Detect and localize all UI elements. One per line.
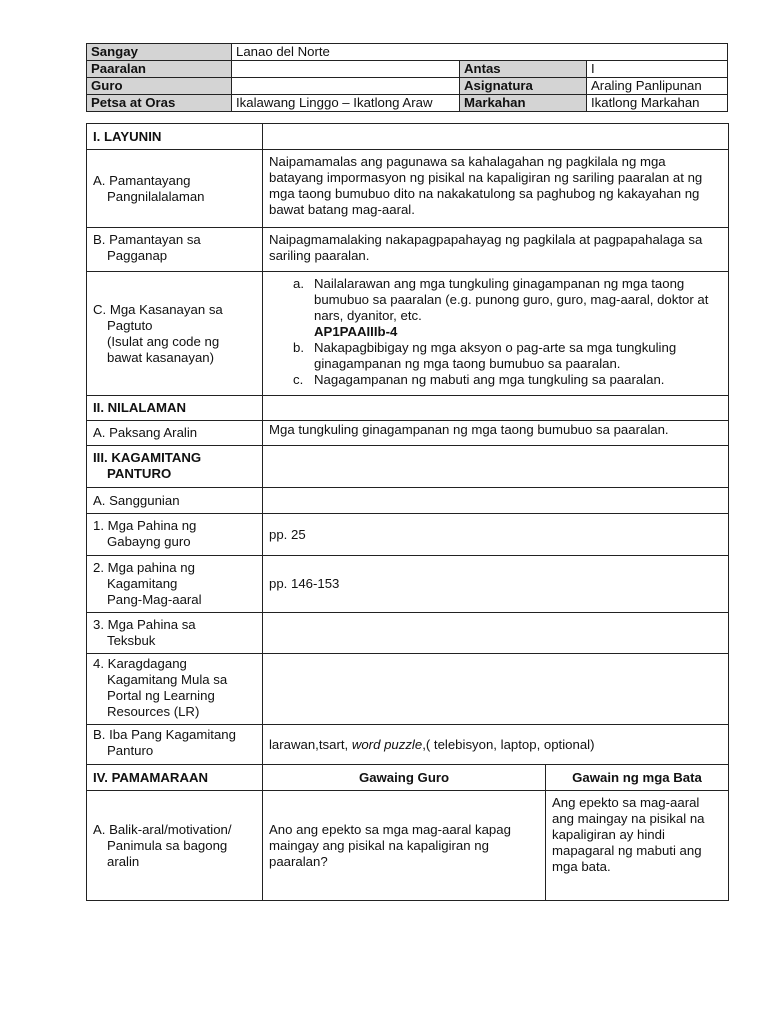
paksang-aralin-text: Mga tungkuling ginagampanan ng mga taong bumubuo sa paaralan. (263, 421, 729, 446)
iba-pang-kagamitan-label: B. Iba Pang Kagamitang Panturo (87, 725, 263, 765)
kagamitang-title: III. KAGAMITANG PANTURO (87, 446, 263, 488)
row-pamamaraan-header (87, 765, 729, 791)
row-paksang-aralin (87, 421, 729, 446)
karagdagang-label: 4. Karagdagang Kagamitang Mula sa Portal ng Learning Resources (LR) (87, 654, 263, 725)
row-gabay-guro (87, 514, 729, 556)
header-row-petsa (87, 95, 728, 112)
row-teksbuk (87, 613, 729, 654)
gawain-bata-header: Gawain ng mga Bata (546, 765, 729, 791)
gabay-guro-label: 1. Mga Pahina ng Gabayng guro (87, 514, 263, 556)
kagamitang-mag-aaral-value: pp. 146-153 (263, 556, 729, 613)
karagdagang-value (263, 654, 729, 725)
petsa-value: Ikalawang Linggo – Ikatlong Araw (232, 95, 460, 112)
guro-label: Guro (87, 78, 232, 95)
petsa-label: Petsa at Oras (87, 95, 232, 112)
asignatura-value: Araling Panlipunan (587, 78, 728, 95)
row-pamantayan-sa-pagganap (87, 228, 729, 272)
header-row-sangay (87, 44, 728, 61)
sangay-label: Sangay (87, 44, 232, 61)
paksang-aralin-label: A. Paksang Aralin (87, 421, 263, 446)
guro-value (232, 78, 460, 95)
paaralan-label: Paaralan (87, 61, 232, 78)
kagamitang-mag-aaral-label: 2. Mga pahina ng Kagamitang Pang-Mag-aaral (87, 556, 263, 613)
teksbuk-label: 3. Mga Pahina sa Teksbuk (87, 613, 263, 654)
iba-pang-kagamitan-value: larawan,tsart, word puzzle,( telebisyon, laptop, optional) (263, 725, 729, 765)
balik-aral-bata-text: Ang epekto sa mag-aaral ang maingay na pisikal na kapaligiran ay hindi mapagaral ng mabuti ang mga bata. (546, 791, 729, 901)
antas-value: I (587, 61, 728, 78)
nilalaman-title: II. NILALAMAN (87, 396, 263, 421)
row-iba-pang-kagamitan (87, 725, 729, 765)
teksbuk-value (263, 613, 729, 654)
row-kagamitang-mag-aaral (87, 556, 729, 613)
list-item: b. Nakapagbibigay ng mga aksyon o pag-arte sa mga tungkuling ginagampanan ng mga taong bumubuo sa paaralan. (293, 340, 677, 371)
antas-label: Antas (460, 61, 587, 78)
row-pamantayang-pangnilalaman (87, 150, 729, 228)
pagganap-text: Naipagmamalaking nakapagpapahayag ng pagkilala at pagpapahalaga sa sariling paaralan. (263, 228, 729, 272)
markahan-label: Markahan (460, 95, 587, 112)
gawaing-guro-header: Gawaing Guro (263, 765, 546, 791)
pamantayang-label: A. Pamantayang Pangnilalalaman (87, 150, 263, 228)
pagganap-label: B. Pamantayan sa Pagganap (87, 228, 263, 272)
markahan-value: Ikatlong Markahan (587, 95, 728, 112)
row-balik-aral (87, 791, 729, 901)
paaralan-value (232, 61, 460, 78)
kasanayan-label: C. Mga Kasanayan sa Pagtuto (Isulat ang code ng bawat kasanayan) (87, 272, 263, 396)
list-item: a. Nailalarawan ang mga tungkuling ginagampanan ng mga taong bumubuo sa paaralan (e.g. punong guro, guro, mag-aaral, doktor at nars, dyanitor, etc. (293, 276, 709, 323)
list-item: c. Nagagampanan ng mabuti ang mga tungkuling sa paaralan. (293, 372, 665, 387)
kasanayan-list-cell (263, 272, 729, 396)
row-karagdagang-kagamitan (87, 654, 729, 725)
sangay-value: Lanao del Norte (232, 44, 728, 61)
balik-aral-label: A. Balik-aral/motivation/ Panimula sa bagong aralin (87, 791, 263, 901)
balik-aral-guro-text: Ano ang epekto sa mga mag-aaral kapag maingay ang pisikal na kapaligiran ng paaralan? (263, 791, 546, 901)
row-kasanayan-sa-pagtuto (87, 272, 729, 396)
asignatura-label: Asignatura (460, 78, 587, 95)
pamamaraan-title: IV. PAMAMARAAN (87, 765, 263, 791)
gabay-guro-value: pp. 25 (263, 514, 729, 556)
row-layunin (87, 124, 729, 150)
row-nilalaman (87, 396, 729, 421)
learning-code: AP1PAAIIIb-4 (314, 324, 398, 339)
pamantayang-text: Naipamamalas ang pagunawa sa kahalagahan ng pagkilala ng mga batayang impormasyon ng pisikal na kapaligiran ng sariling paaralan at ng mga taong bumubuo dito na nakakatulong sa paghubog ng kakayahan ng bawat batang mag-aaral. (263, 150, 729, 228)
sanggunian-label: A. Sanggunian (87, 488, 263, 514)
kasanayan-list (269, 276, 722, 388)
lesson-plan-table (86, 123, 729, 901)
layunin-title: I. LAYUNIN (87, 124, 263, 150)
row-sanggunian (87, 488, 729, 514)
header-row-paaralan (87, 61, 728, 78)
header-table (86, 43, 728, 112)
header-row-guro (87, 78, 728, 95)
row-kagamitang-panturo (87, 446, 729, 488)
